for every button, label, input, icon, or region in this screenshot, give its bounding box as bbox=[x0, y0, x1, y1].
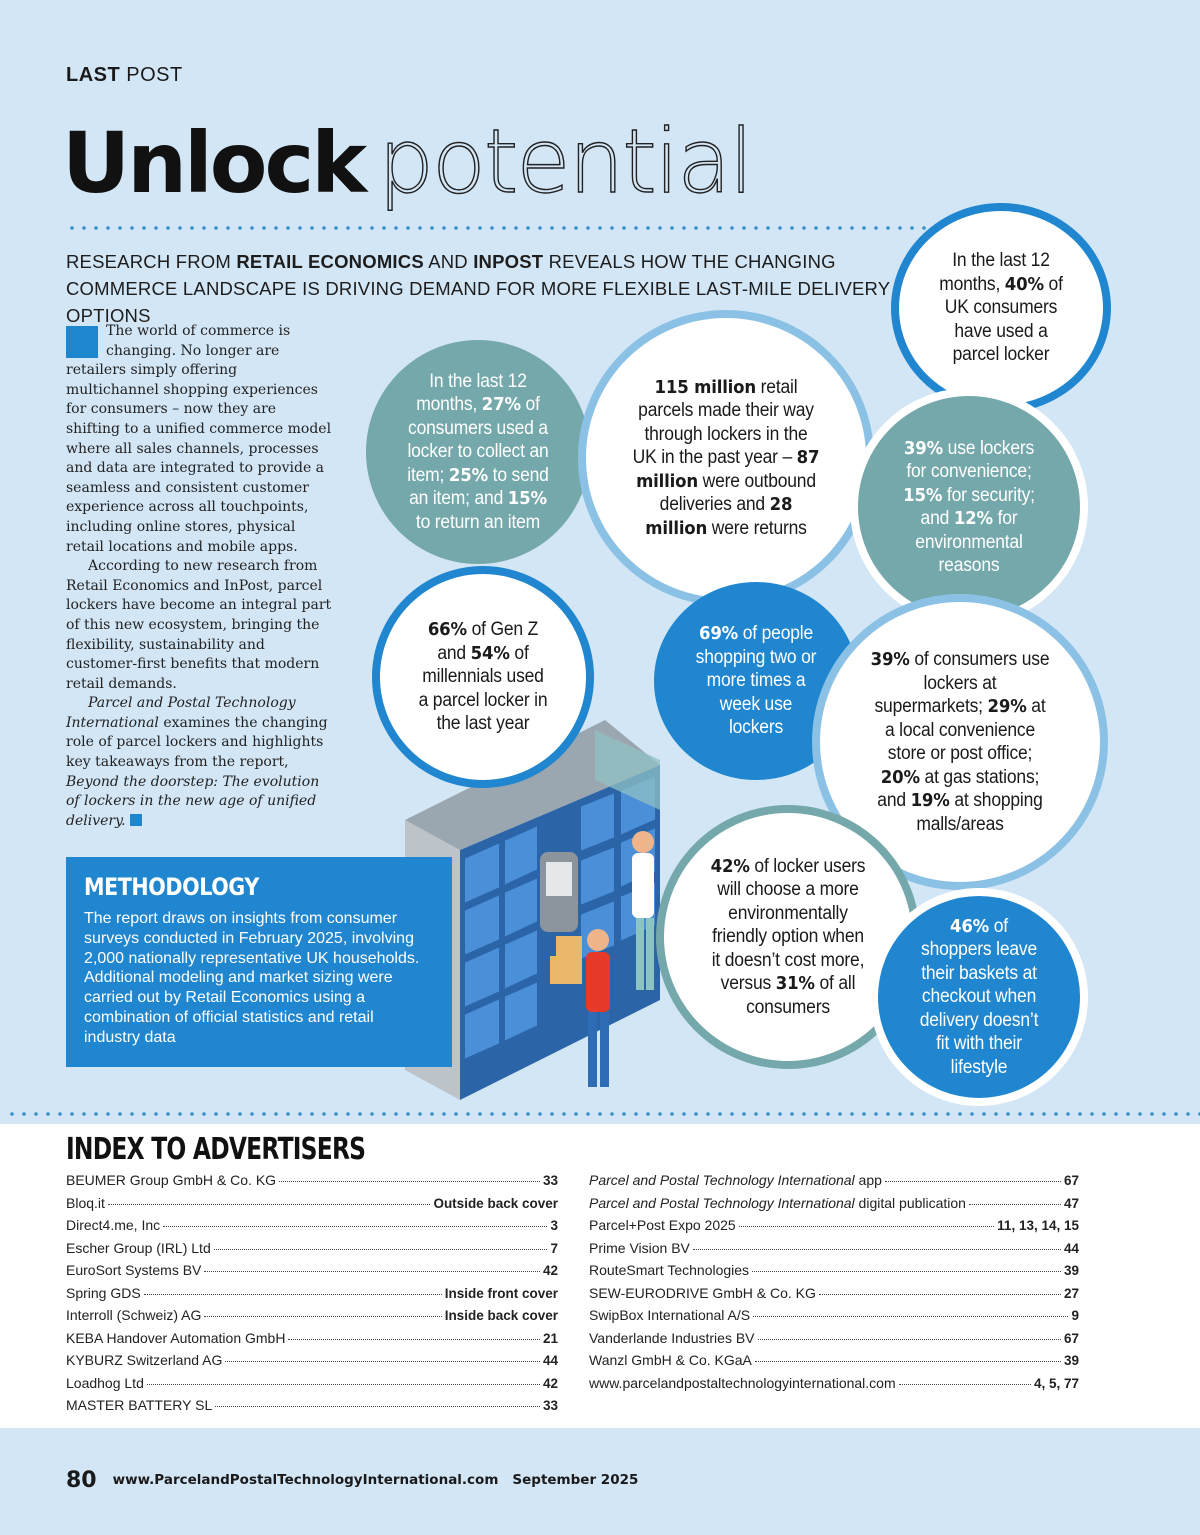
advertiser-name: www.parcelandpostaltechnologyinternational.com bbox=[589, 1374, 896, 1391]
advertiser-page: 9 bbox=[1071, 1308, 1079, 1323]
index-row bbox=[589, 1195, 1079, 1218]
index-row bbox=[589, 1172, 1079, 1195]
advertiser-name: Interroll (Schweiz) AG bbox=[66, 1307, 202, 1323]
advertiser-page: 11, 13, 14, 15 bbox=[997, 1218, 1079, 1233]
advertiser-page: 47 bbox=[1063, 1195, 1079, 1211]
leader-dots bbox=[739, 1226, 994, 1227]
index-row bbox=[66, 1195, 558, 1218]
leader-dots bbox=[819, 1294, 1061, 1295]
advertiser-page: Inside back cover bbox=[444, 1308, 558, 1323]
advertiser-page: Inside front cover bbox=[444, 1285, 558, 1301]
advertiser-page: 4, 5, 77 bbox=[1033, 1375, 1079, 1391]
index-row bbox=[66, 1397, 558, 1420]
advertiser-page: 44 bbox=[542, 1353, 558, 1368]
index-column-right bbox=[589, 1172, 1079, 1397]
methodology-box bbox=[66, 857, 452, 1067]
end-square-icon bbox=[130, 814, 142, 826]
body-paragraph: The world of commerce is changing. No longer are retailers simply offering multichannel shopping experiences for consumers – now they are shifting to a unified commerce model where all sales channels, processes and data are integrated to provide a seamless and consistent customer experience across all touchpoints, including online stores, physical retail locations and mobile apps. bbox=[66, 323, 332, 555]
leader-dots bbox=[144, 1294, 442, 1295]
advertiser-name: Bloq.it bbox=[66, 1194, 105, 1211]
advertiser-page: 3 bbox=[550, 1218, 558, 1233]
leader-dots bbox=[279, 1181, 540, 1182]
stat-circle-gen-z: 66% of Gen Z and 54% of millennials used a parcel locker in the last year bbox=[372, 566, 594, 788]
leader-dots bbox=[204, 1316, 441, 1317]
stat-circle-collect-send-return: In the last 12 months, 27% of consumers used a locker to collect an item; 25% to send an item; and 15% to return an item bbox=[366, 340, 590, 564]
title-bold: Unlock bbox=[62, 114, 365, 212]
stat-circle-environment: 42% of locker users will choose a more environmentally friendly option when it doesn’t cost more, versus 31% of all consumers bbox=[656, 805, 920, 1069]
advertiser-name: Spring GDS bbox=[66, 1284, 141, 1301]
advertiser-name: Parcel and Postal Technology International app bbox=[589, 1172, 882, 1188]
index-divider bbox=[6, 1112, 1200, 1116]
body-paragraph: According to new research from Retail Economics and InPost, parcel lockers have become an integral part of this new ecosystem, bringing the flexibility, sustainability and customer-first benefits that modern retail demands. bbox=[66, 558, 332, 692]
advertiser-name: Wanzl GmbH & Co. KGaA bbox=[589, 1352, 752, 1368]
title-divider bbox=[66, 226, 936, 230]
advertiser-name: BEUMER Group GmbH & Co. KG bbox=[66, 1172, 277, 1188]
leader-dots bbox=[885, 1181, 1061, 1182]
page-number: 80 bbox=[66, 1468, 97, 1493]
leader-dots bbox=[899, 1384, 1031, 1385]
stat-circle-parcel-volume: 115 million retail parcels made their way through lockers in the UK in the past year – 87 million were outbound deliveries and 28 million were returns bbox=[578, 310, 874, 606]
footer-date: September 2025 bbox=[512, 1472, 639, 1488]
index-row bbox=[66, 1217, 558, 1240]
index-row bbox=[589, 1375, 1079, 1398]
page-footer bbox=[66, 1468, 638, 1493]
leader-dots bbox=[214, 1249, 548, 1250]
advertiser-page: 42 bbox=[542, 1375, 558, 1391]
advertiser-page: 42 bbox=[542, 1263, 558, 1278]
leader-dots bbox=[753, 1316, 1068, 1317]
advertiser-page: 33 bbox=[542, 1398, 558, 1413]
article-body bbox=[66, 322, 334, 831]
advertiser-name: Vanderlande Industries BV bbox=[589, 1329, 755, 1346]
index-row bbox=[66, 1375, 558, 1398]
index-row bbox=[589, 1330, 1079, 1353]
leader-dots bbox=[163, 1226, 547, 1227]
stat-circle-locker-usage: In the last 12 months, 40% of UK consumers have used a parcel locker bbox=[891, 203, 1111, 413]
advertiser-name: EuroSort Systems BV bbox=[66, 1262, 202, 1278]
footer-url: www.ParcelandPostalTechnologyInternational.com bbox=[112, 1472, 499, 1488]
leader-dots bbox=[147, 1384, 540, 1385]
index-row bbox=[589, 1307, 1079, 1330]
index-row bbox=[66, 1262, 558, 1285]
subhead: RESEARCH FROM RETAIL ECONOMICS AND INPOST REVEALS HOW THE CHANGING COMMERCE LANDSCAPE IS DRIVING DEMAND FOR MORE FLEXIBLE LAST-MILE DELIVERY OPTIONS bbox=[66, 251, 890, 326]
advertiser-page: 7 bbox=[550, 1240, 558, 1256]
leader-dots bbox=[225, 1361, 540, 1362]
leader-dots bbox=[969, 1204, 1061, 1205]
advertiser-page: 67 bbox=[1063, 1173, 1079, 1188]
advertiser-name: KYBURZ Switzerland AG bbox=[66, 1352, 223, 1368]
advertiser-name: Parcel and Postal Technology International digital publication bbox=[589, 1194, 966, 1211]
methodology-text: The report draws on insights from consumer surveys conducted in February 2025, involving 2,000 nationally representative UK households. Additional modeling and market sizing were carried out by Retail Economics using a combination of official statistics and retail industry data bbox=[84, 910, 420, 1046]
advertiser-page: 21 bbox=[542, 1330, 558, 1346]
advertiser-name: SwipBox International A/S bbox=[589, 1307, 751, 1323]
advertiser-page: 39 bbox=[1063, 1263, 1079, 1278]
stat-circle-reasons: 39% use lockers for convenience; 15% for security; and 12% for environmental reasons bbox=[850, 388, 1088, 626]
index-row bbox=[589, 1217, 1079, 1240]
index-column-left bbox=[66, 1172, 558, 1420]
leader-dots bbox=[752, 1271, 1061, 1272]
leader-dots bbox=[108, 1204, 431, 1205]
stat-circle-abandonment: 46% of shoppers leave their baskets at checkout when delivery doesn’t fit with their lifestyle bbox=[870, 888, 1088, 1106]
advertiser-page: 44 bbox=[1063, 1240, 1079, 1256]
advertiser-page: 67 bbox=[1063, 1330, 1079, 1346]
index-row bbox=[66, 1352, 558, 1375]
advertiser-name: Prime Vision BV bbox=[589, 1239, 690, 1256]
advertiser-page: 27 bbox=[1063, 1285, 1079, 1301]
advertiser-name: MASTER BATTERY SL bbox=[66, 1397, 213, 1413]
advertiser-name: SEW-EURODRIVE GmbH & Co. KG bbox=[589, 1284, 816, 1301]
leader-dots bbox=[204, 1271, 540, 1272]
index-row bbox=[66, 1240, 558, 1263]
leader-dots bbox=[758, 1339, 1061, 1340]
advertiser-name: KEBA Handover Automation GmbH bbox=[66, 1329, 286, 1346]
leader-dots bbox=[693, 1249, 1061, 1250]
index-heading: INDEX TO ADVERTISERS bbox=[66, 1132, 366, 1167]
title-light: potential bbox=[378, 110, 752, 213]
advertiser-name: Loadhog Ltd bbox=[66, 1374, 144, 1391]
index-row bbox=[66, 1307, 558, 1330]
index-row bbox=[66, 1330, 558, 1353]
leader-dots bbox=[215, 1406, 540, 1407]
advertiser-page: 33 bbox=[542, 1173, 558, 1188]
page-title bbox=[62, 110, 752, 213]
advertiser-index bbox=[0, 1124, 1200, 1428]
index-row bbox=[66, 1172, 558, 1195]
leader-dots bbox=[288, 1339, 540, 1340]
methodology-heading: METHODOLOGY bbox=[84, 873, 259, 901]
index-row bbox=[589, 1262, 1079, 1285]
index-row bbox=[589, 1352, 1079, 1375]
index-row bbox=[66, 1285, 558, 1308]
body-paragraph: Parcel and Postal Technology International examines the changing role of parcel lockers and highlights key takeaways from the report, Beyond the doorstep: The evolution of lockers in the new age of unified delivery. bbox=[66, 695, 328, 829]
section-label: LAST POST bbox=[66, 64, 183, 86]
index-row bbox=[589, 1240, 1079, 1263]
drop-square-icon bbox=[66, 326, 98, 358]
advertiser-name: Escher Group (IRL) Ltd bbox=[66, 1239, 211, 1256]
advertiser-name: RouteSmart Technologies bbox=[589, 1262, 750, 1278]
advertiser-name: Direct4.me, Inc bbox=[66, 1217, 161, 1233]
advertiser-name: Parcel+Post Expo 2025 bbox=[589, 1217, 736, 1233]
stat-circle-locations: 39% of consumers use lockers at supermarkets; 29% at a local convenience store or post office; 20% at gas stations; and 19% at shopping malls/areas bbox=[812, 594, 1108, 890]
leader-dots bbox=[755, 1361, 1061, 1362]
stat-circle-frequent-shoppers: 69% of people shopping two or more times a week use lockers bbox=[654, 582, 858, 780]
index-row bbox=[589, 1285, 1079, 1308]
advertiser-page: 39 bbox=[1063, 1353, 1079, 1368]
advertiser-page: Outside back cover bbox=[433, 1195, 558, 1211]
